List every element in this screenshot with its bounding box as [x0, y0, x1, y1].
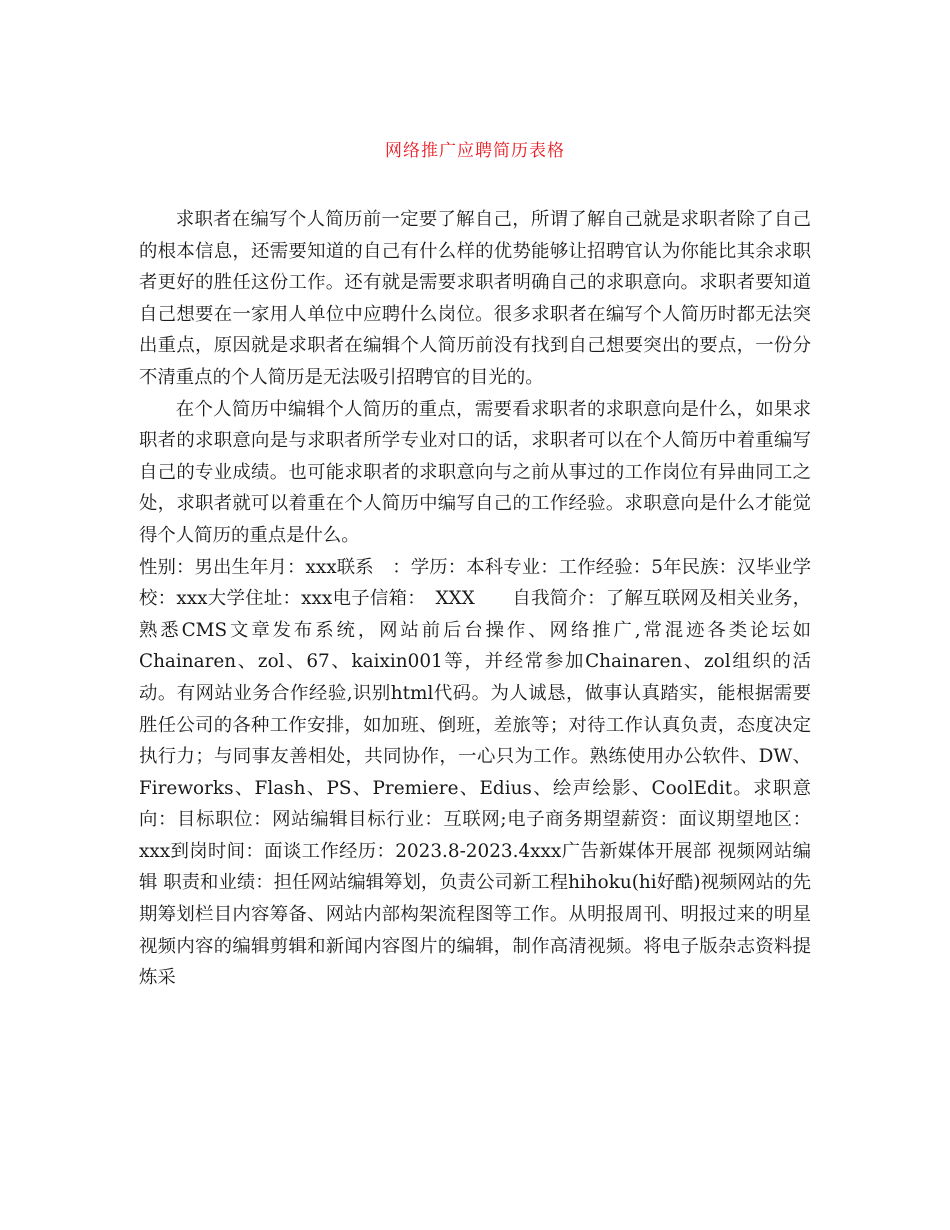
focus-paragraph: 在个人简历中编辑个人简历的重点，需要看求职者的求职意向是什么，如果求职者的求职意向是与求职者所学专业对口的话，求职者可以在个人简历中着重编写自己的专业成绩。也可能求职者的求职意向与之前从事过的工作岗位有异曲同工之处，求职者就可以着重在个人简历中编写自己的工作经验。求职意向是什么才能觉得个人简历的重点是什么。	[139, 398, 811, 546]
resume-details: 性别：男出生年月：xxx联系 ：学历：本科专业：工作经验：5年民族：汉毕业学校：xxx大学住址：xxx电子信箱： XXX 自我简介：了解互联网及相关业务，熟悉CMS文章发布系统，网站前后台操作、网络推广,常混迹各类论坛如Chainaren、zol、67、kaixin001等，并经常参加Chainaren、zol组织的活动。有网站业务合作经验,识别html代码。为人诚恳，做事认真踏实，能根据需要胜任公司的各种工作安排，如加班、倒班，差旅等；对待工作认真负责，态度决定执行力；与同事友善相处，共同协作，一心只为工作。熟练使用办公软件、DW、Fireworks、Flash、PS、Premiere、Edius、绘声绘影、CoolEdit。求职意向：目标职位：网站编辑目标行业：互联网;电子商务期望薪资：面议期望地区：xxx到岗时间：面谈工作经历：2023.8-2023.4xxx广告新媒体开展部 视频网站编辑 职责和业绩：担任网站编辑筹划，负责公司新工程hihoku(hi好酷)视频网站的先期筹划栏目内容筹备、网站内部构架流程图等工作。从明报周刊、明报过来的明星视频内容的编辑剪辑和新闻内容图片的编辑，制作高清视频。将电子版杂志资料提炼采	[139, 556, 811, 989]
document-body	[139, 204, 811, 994]
intro-paragraph: 求职者在编写个人简历前一定要了解自己，所谓了解自己就是求职者除了自己的根本信息，还需要知道的自己有什么样的优势能够让招聘官认为你能比其余求职者更好的胜任这份工作。还有就是需要求职者明确自己的求职意向。求职者要知道自己想要在一家用人单位中应聘什么岗位。很多求职者在编写个人简历时都无法突出重点，原因就是求职者在编辑个人简历前没有找到自己想要突出的要点，一份分不清重点的个人简历是无法吸引招聘官的目光的。	[139, 209, 811, 388]
document-title: 网络推广应聘简历表格	[385, 141, 565, 161]
